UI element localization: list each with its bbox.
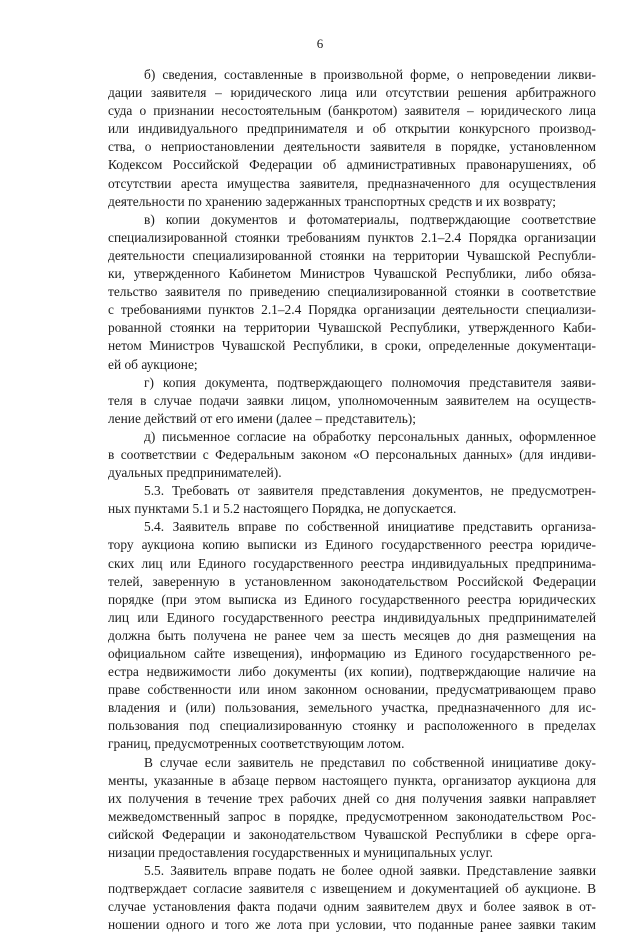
text-line: ление действий от его имени (далее – представитель); xyxy=(108,410,416,426)
text-line: суда о признании несостоятельным (банкротом) заявителя – юридического лица xyxy=(108,103,596,119)
text-line: владения и (или) пользования, земельного участка, предназначенного для ис- xyxy=(108,700,596,716)
text-line: Кодексом Российской Федерации об административных правонарушениях, об xyxy=(108,157,596,173)
text-line: их получения в течение трех рабочих дней со дня получения заявки направляет xyxy=(108,790,596,806)
text-line: случае установления факта подачи одним заявителем двух и более заявок в от- xyxy=(108,899,596,915)
text-line: пользования под специализированную стоянку и расположенного в пределах xyxy=(108,718,596,734)
text-line: или индивидуального предпринимателя и об открытии конкурсного производ- xyxy=(108,121,596,137)
text-line: нетом Министров Чувашской Республики, в сроки, определенные документаци- xyxy=(108,338,596,354)
text-line: рованной стоянки на территории Чувашской Республики, утвержденного Каби- xyxy=(108,320,596,336)
text-line: должна быть получена не ранее чем за шесть месяцев до дня размещения на xyxy=(108,627,596,643)
paragraph xyxy=(108,482,596,518)
paragraph xyxy=(108,428,596,482)
text-line: деятельности по хранению задержанных транспортных средств и их возврату; xyxy=(108,193,556,209)
text-line: в) копии документов и фотоматериалы, подтверждающие соответствие xyxy=(144,211,596,227)
text-line: лиц или Единого государственного реестра индивидуальных предпринимателей xyxy=(108,609,596,625)
text-line: 5.5. Заявитель вправе подать не более одной заявки. Представление заявки xyxy=(144,863,596,879)
text-line: дации заявителя – юридического лица или отсутствии решения арбитражного xyxy=(108,85,596,101)
paragraph xyxy=(108,211,596,374)
text-line: теля в случае подачи заявки лицом, уполномоченным заявителем на осуществ- xyxy=(108,392,596,408)
paragraph xyxy=(108,754,596,863)
text-line: границ, предусмотренных соответствующим лотом. xyxy=(108,736,405,752)
text-line: отсутствии ареста имущества заявителя, предназначенного для осуществления xyxy=(108,175,596,191)
text-line: ных пунктами 5.1 и 5.2 настоящего Порядка, не допускается. xyxy=(108,501,457,517)
text-line: подтверждает согласие заявителя с извещением и документацией об аукционе. В xyxy=(108,881,596,897)
page-number: 6 xyxy=(316,36,324,51)
text-line: ей об аукционе; xyxy=(108,356,198,372)
text-line: ских лиц или Единого государственного реестра индивидуальных предпринима- xyxy=(108,555,596,571)
text-line: б) сведения, составленные в произвольной форме, о непроведении ликви- xyxy=(144,67,596,82)
text-line: межведомственный запрос в порядке, предусмотренном законодательством Рос- xyxy=(108,808,596,824)
text-line: ки, утвержденного Кабинетом Министров Чувашской Республики, либо обяза- xyxy=(108,266,596,282)
text-line: с требованиями пунктов 2.1–2.4 Порядка организации деятельности специализи- xyxy=(108,302,596,318)
text-line: менты, указанные в абзаце первом настоящего пункта, организатор аукциона для xyxy=(108,772,596,788)
text-line: В случае если заявитель не представил по собственной инициативе доку- xyxy=(144,754,596,770)
text-line: 5.4. Заявитель вправе по собственной инициативе представить организа- xyxy=(144,519,596,535)
text-line: в соответствии с Федеральным законом «О персональных данных» (для индиви- xyxy=(108,446,596,462)
text-line: г) копия документа, подтверждающего полномочия представителя заяви- xyxy=(144,374,596,390)
paragraph xyxy=(108,374,596,428)
text-line: сийской Федерации и законодательством Чувашской Республики в сфере орга- xyxy=(108,826,596,842)
text-line: 5.3. Требовать от заявителя представления документов, не предусмотрен- xyxy=(144,483,596,499)
text-line: специализированной стоянки требованиям пунктов 2.1–2.4 Порядка организации xyxy=(108,229,596,245)
text-line: д) письменное согласие на обработку персональных данных, оформленное xyxy=(144,428,596,444)
text-line: естра недвижимости либо документы (их копии), подтверждающие наличие на xyxy=(108,664,596,680)
paragraph xyxy=(108,66,596,211)
text-line: тору аукциона копию выписки из Единого государственного реестра юридиче- xyxy=(108,537,596,553)
text-line: телей, заверенную в установленном законодательством Российской Федерации xyxy=(108,573,596,589)
text-line: деятельности специализированной стоянки на территории Чувашской Республи- xyxy=(108,247,596,263)
text-line: тельство заявителя по приведению специализированной стоянки в соответствие xyxy=(108,284,596,300)
text-line: дуальных предпринимателей). xyxy=(108,465,282,481)
text-line: низации предоставления государственных и муниципальных услуг. xyxy=(108,845,493,861)
document-body xyxy=(108,66,596,935)
text-line: праве собственности или ином законном основании, предусматривающем право xyxy=(108,682,596,698)
text-line: ношении одного и того же лота при условии, что поданные ранее заявки таким xyxy=(108,917,596,933)
text-line: порядке (при этом выписка из Единого государственного реестра юридических xyxy=(108,591,596,607)
paragraph xyxy=(108,518,596,753)
text-line: официальном сайте извещения), информацию из Единого государственного ре- xyxy=(108,646,596,661)
text-line: ства, о неприостановлении деятельности заявителя в порядке, установленном xyxy=(108,139,596,155)
paragraph xyxy=(108,862,596,934)
